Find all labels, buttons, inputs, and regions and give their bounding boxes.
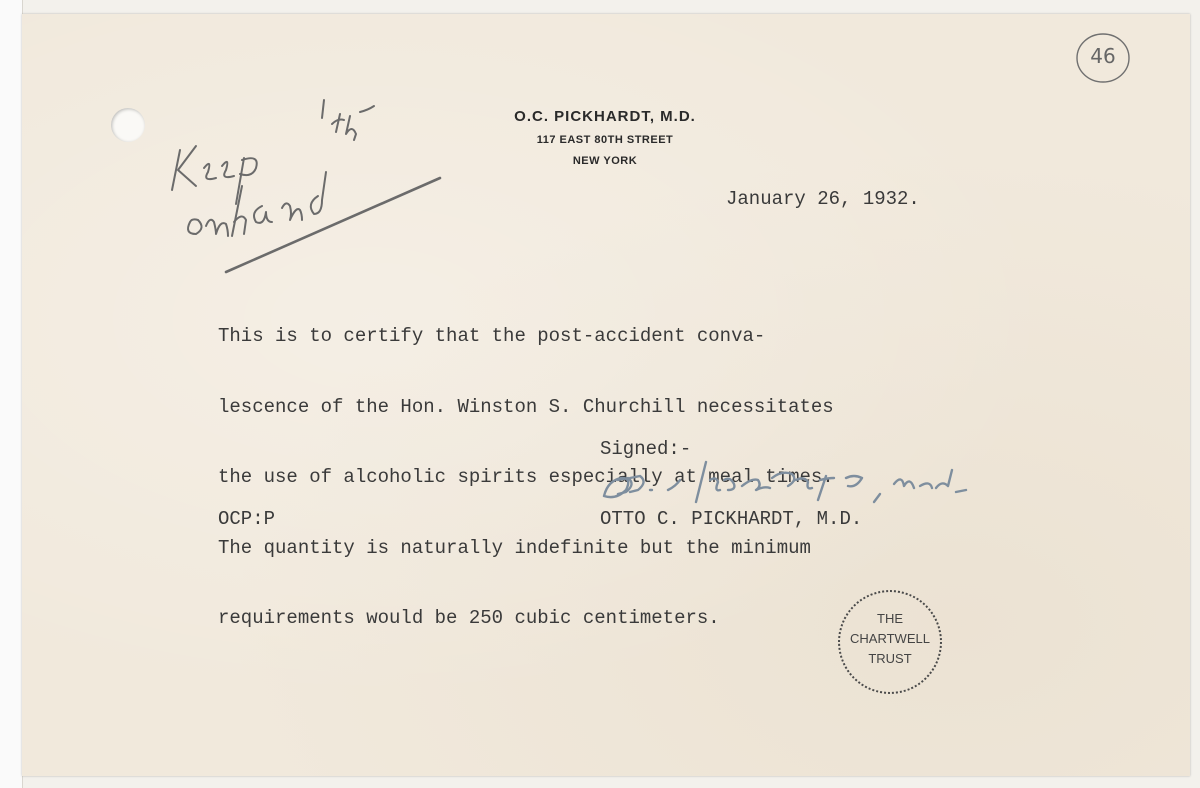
body-line: The quantity is naturally indefinite but the minimum [218, 536, 811, 559]
typed-signatory-name: OTTO C. PICKHARDT, M.D. [600, 508, 863, 530]
page-number: 46 [1090, 44, 1116, 68]
signed-label: Signed:- [600, 438, 692, 460]
body-line: the use of alcoholic spirits especially at meal times. [218, 466, 834, 488]
stamp-line: CHARTWELL [850, 631, 930, 646]
letter-date: January 26, 1932. [726, 188, 920, 210]
body-line: requirements would be 250 cubic centimeters. [218, 607, 720, 629]
scan-left-edge [0, 0, 23, 788]
body-line: This is to certify that the post-accident conva- [218, 325, 766, 347]
punch-hole [111, 108, 145, 142]
letterhead-city: NEW YORK [572, 155, 638, 167]
stamp-line: THE [877, 611, 903, 626]
body-line: lescence of the Hon. Winston S. Churchill necessitates [218, 395, 834, 418]
letterhead [440, 108, 770, 167]
letterhead-address: 117 EAST 80TH STREET [536, 134, 674, 146]
chartwell-trust-stamp [838, 590, 942, 694]
stamp-line: TRUST [868, 651, 912, 666]
letter-body [218, 278, 834, 654]
reference-initials: OCP:P [218, 508, 276, 530]
letterhead-name: O.C. PICKHARDT, M.D. [514, 108, 696, 125]
